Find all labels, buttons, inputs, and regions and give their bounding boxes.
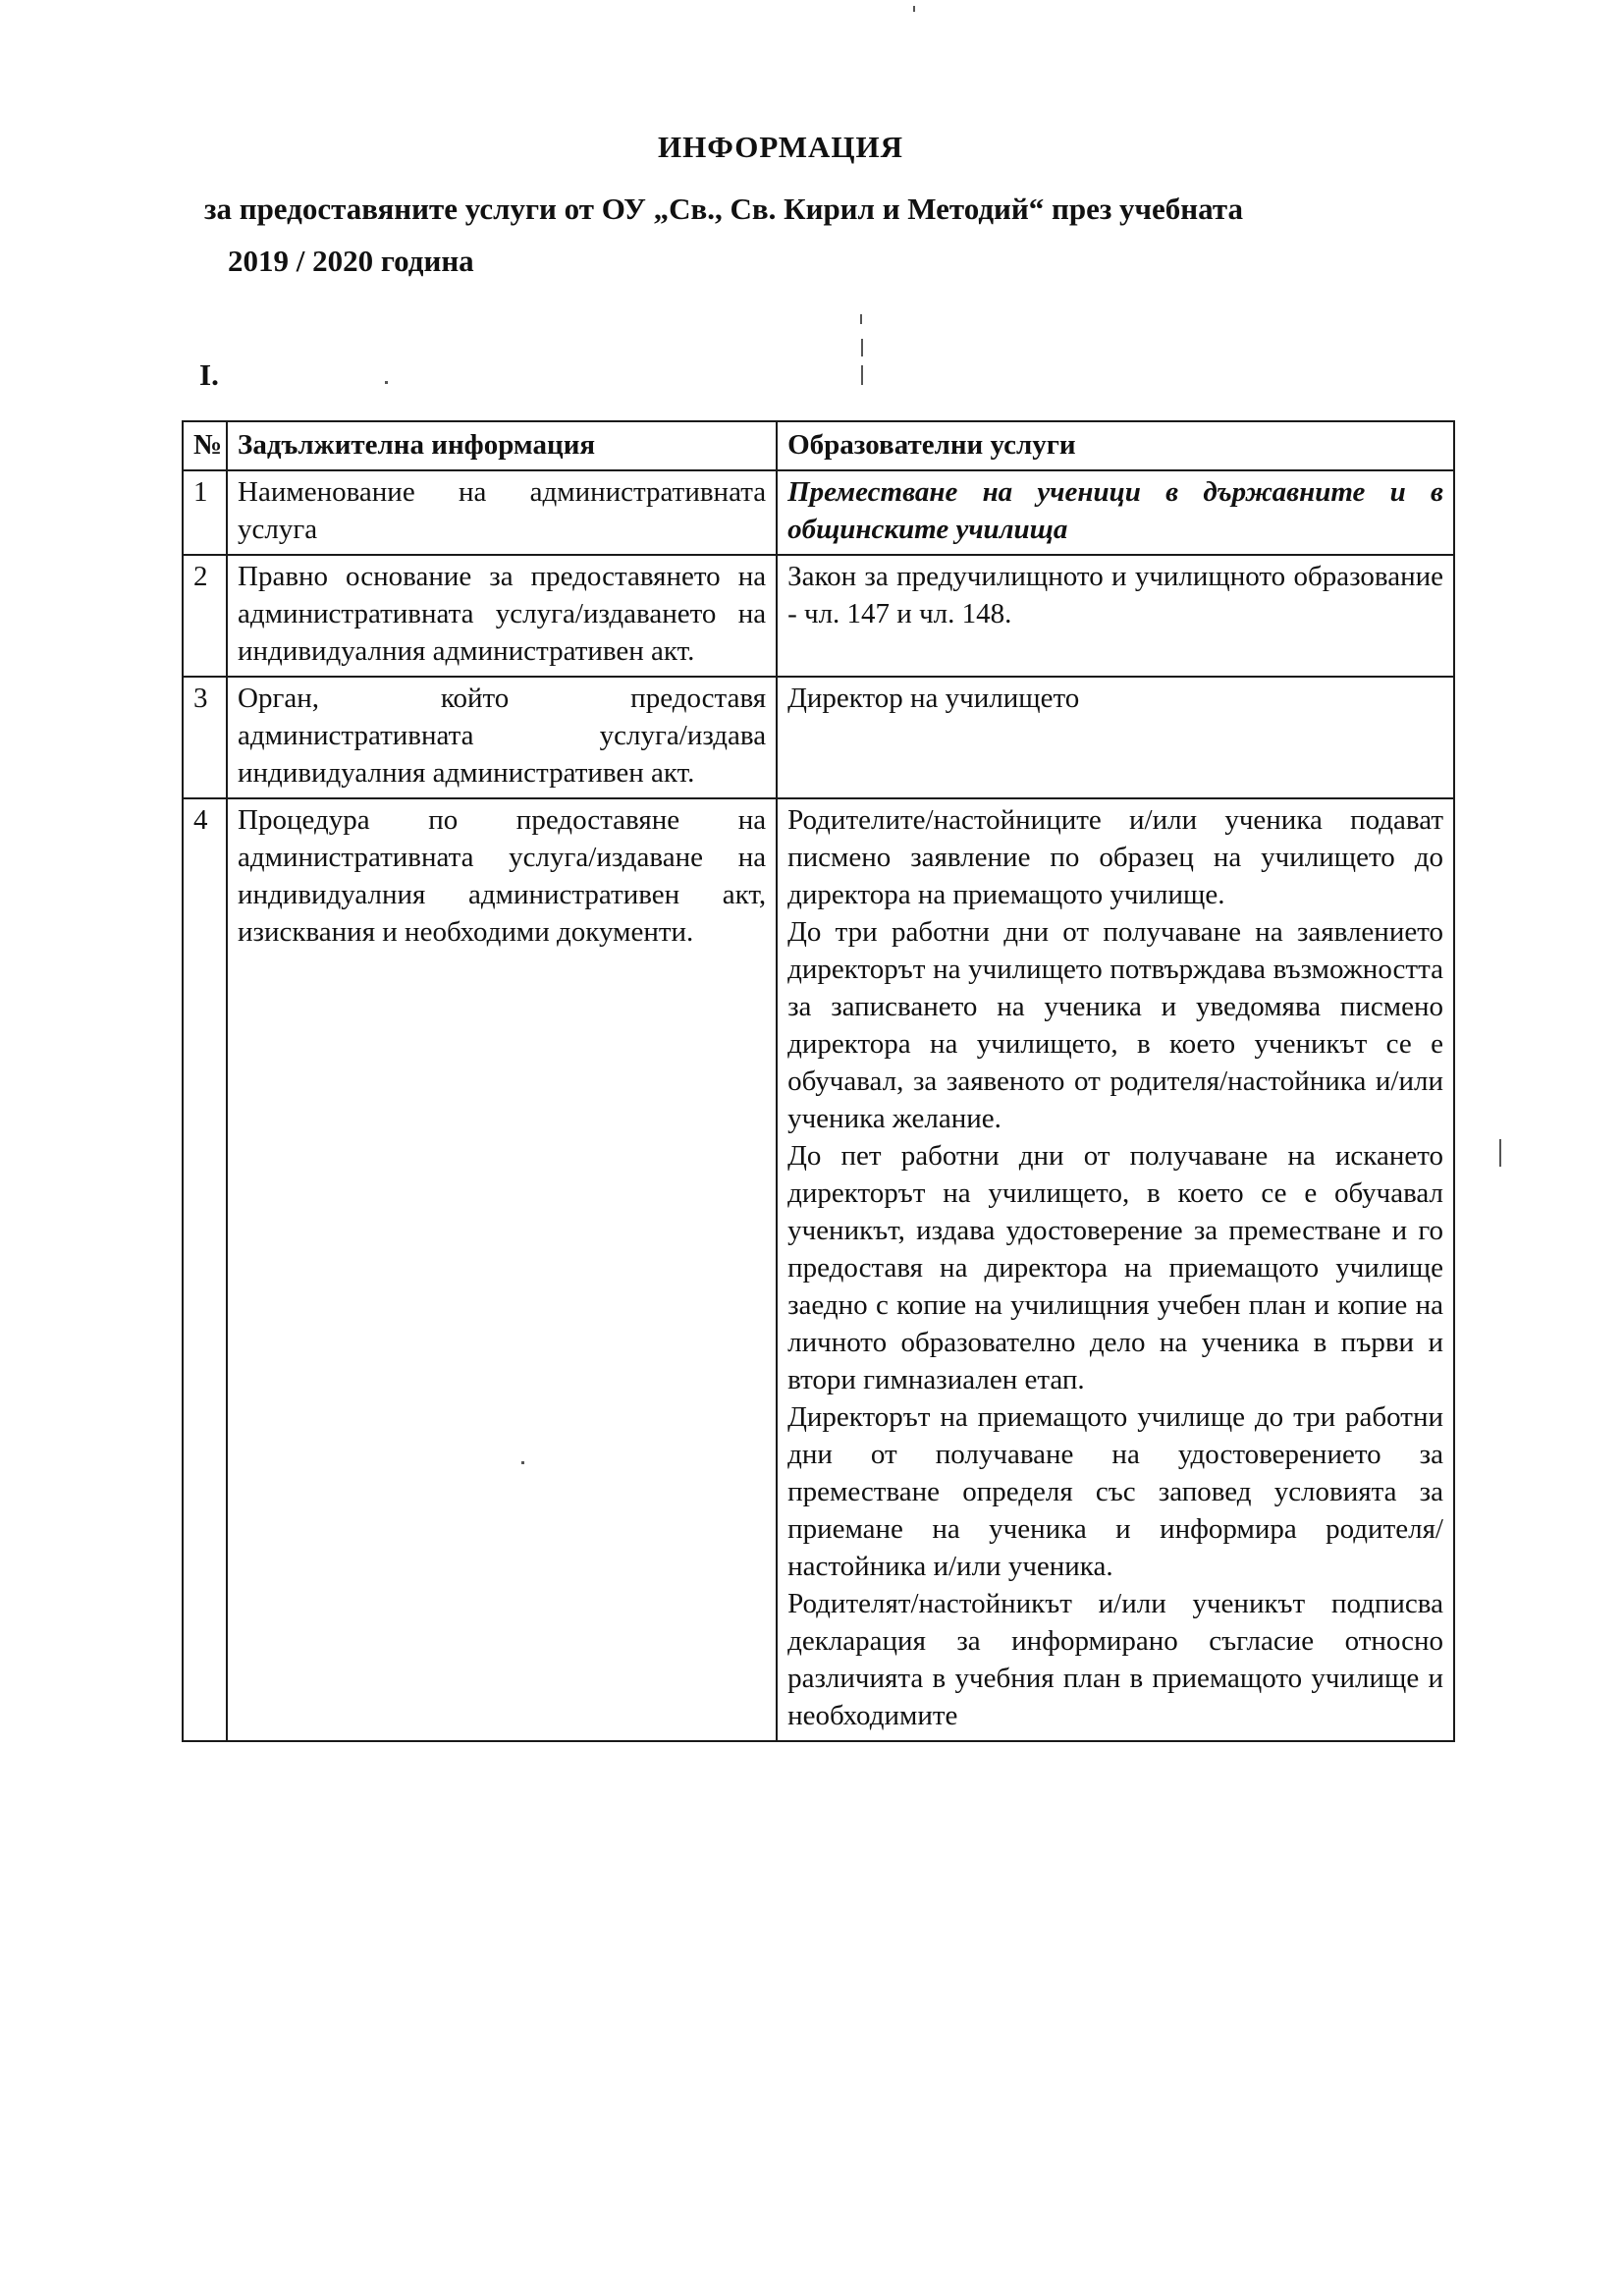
table-row	[183, 555, 1454, 677]
row-number: 3	[183, 677, 227, 798]
row-info: Наименование на административната услуга	[227, 470, 777, 555]
section-number: I.	[199, 357, 219, 392]
column-header-educational-services: Образователни услуги	[777, 421, 1454, 470]
column-header-mandatory-info: Задължителна информация	[227, 421, 777, 470]
document-title: ИНФОРМАЦИЯ	[658, 130, 903, 164]
scan-speck	[861, 339, 863, 356]
row-number: 2	[183, 555, 227, 677]
row-number: 4	[183, 798, 227, 1741]
school-year: 2019 / 2020 година	[228, 244, 474, 278]
row-info: Правно основание за предоставянето на административната услуга/издаването на индивидуалния административен акт.	[227, 555, 777, 677]
scan-speck	[861, 365, 863, 385]
row-number: 1	[183, 470, 227, 555]
row-service: Закон за предучилищното и училищното образование - чл. 147 и чл. 148.	[777, 555, 1454, 677]
row-service	[777, 798, 1454, 1741]
scan-speck	[913, 6, 915, 12]
scan-speck	[385, 381, 388, 384]
procedure-paragraph: До три работни дни от получаване на заявлението директорът на училището потвърждава възможността за записването на ученика и уведомява писмено директора на училището, в което ученикът се е обучавал, за заявеното от родителя/настойника и/или ученика желание.	[787, 916, 1443, 1134]
service-name: Преместване на ученици в държавните и в общинските училища	[787, 476, 1443, 545]
procedure-paragraph: Директорът на приемащото училище до три работни дни от получаване на удостоверението за преместване определя със заповед условията за приемане на ученика и информира родителя/настойника и/или ученика.	[787, 1401, 1443, 1582]
procedure-paragraph: Родителят/настойникът и/или ученикът подписва декларация за информирано съгласие относно различията в учебния план в приемащото училище и необходимите	[787, 1588, 1443, 1731]
table-header-row	[183, 421, 1454, 470]
row-service: Директор на училището	[777, 677, 1454, 798]
table-row	[183, 798, 1454, 1741]
services-table	[182, 420, 1455, 1742]
row-info: Процедура по предоставяне на административната услуга/издаване на индивидуалния административен акт, изисквания и необходими документи.	[227, 798, 777, 1741]
scan-speck	[860, 314, 862, 324]
column-header-number: №	[183, 421, 227, 470]
table-row	[183, 470, 1454, 555]
procedure-paragraph: До пет работни дни от получаване на искането директорът на училището, в което се е обучавал ученикът, издава удостоверение за преместване и го предоставя на директора на приемащото училище заедно с копие на училищния учебен план и копие на личното образователно дело на ученика в първи и втори гимназиален етап.	[787, 1140, 1443, 1395]
procedure-paragraph: Родителите/настойниците и/или ученика подават писмено заявление по образец на училището до директора на приемащото училище.	[787, 804, 1443, 910]
scan-speck	[1499, 1139, 1501, 1167]
table-row	[183, 677, 1454, 798]
row-info: Орган, който предоставя административната услуга/издава индивидуалния административен акт.	[227, 677, 777, 798]
document-subtitle: за предоставяните услуги от ОУ „Св., Св. Кирил и Методий“ през учебната	[204, 191, 1243, 226]
row-service	[777, 470, 1454, 555]
